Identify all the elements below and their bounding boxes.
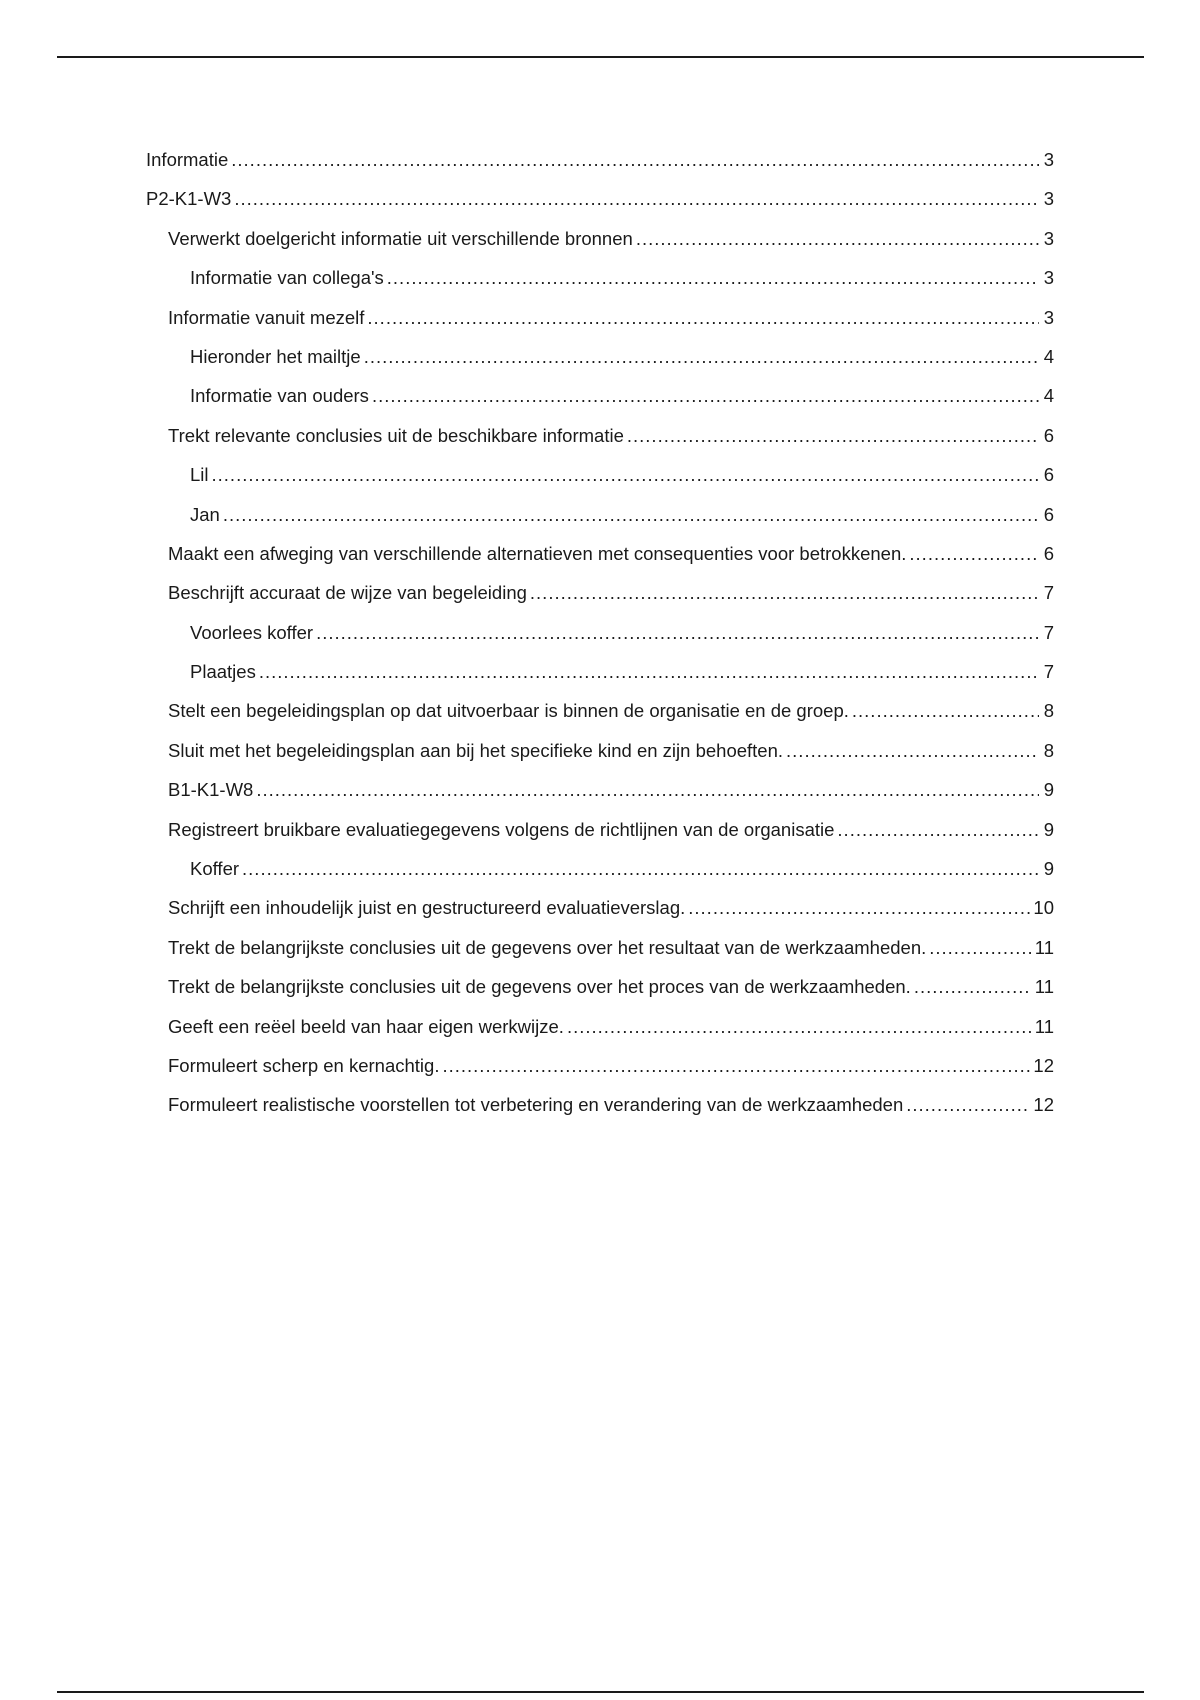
toc-entry-page-number: 3 xyxy=(1043,227,1054,249)
toc-entry[interactable] xyxy=(146,849,1054,888)
toc-dot-leader xyxy=(914,967,1032,1006)
toc-dot-leader xyxy=(636,219,1039,258)
toc-entry-page-number: 9 xyxy=(1043,818,1054,840)
toc-entry-page-number: 7 xyxy=(1043,661,1054,683)
toc-dot-leader xyxy=(234,179,1039,218)
toc-entry-title: Voorlees koffer xyxy=(190,621,314,643)
toc-dot-leader xyxy=(242,849,1039,888)
header-rule xyxy=(57,56,1144,58)
toc-entry[interactable] xyxy=(146,573,1054,612)
footer-rule xyxy=(57,1691,1144,1693)
toc-dot-leader xyxy=(929,928,1032,967)
toc-entry-page-number: 6 xyxy=(1043,542,1054,564)
toc-entry-title: Informatie xyxy=(146,149,229,170)
toc-entry-page-number: 7 xyxy=(1043,621,1054,643)
toc-entry-title: Plaatjes xyxy=(190,661,256,683)
toc-entry[interactable] xyxy=(146,298,1054,337)
toc-entry-page-number: 11 xyxy=(1034,1015,1054,1037)
toc-entry-page-number: 3 xyxy=(1043,149,1054,170)
toc-entry-title: Lil xyxy=(190,464,209,486)
toc-entry[interactable] xyxy=(146,613,1054,652)
toc-entry[interactable] xyxy=(146,337,1054,376)
toc-entry[interactable] xyxy=(146,810,1054,849)
toc-entry[interactable] xyxy=(146,140,1054,179)
toc-entry-title: Trekt de belangrijkste conclusies uit de gegevens over het proces van de werkzaamheden. xyxy=(168,976,911,998)
toc-dot-leader xyxy=(688,888,1030,927)
toc-dot-leader xyxy=(909,534,1039,573)
toc-dot-leader xyxy=(442,1046,1030,1085)
toc-dot-leader xyxy=(231,140,1039,179)
toc-entry-page-number: 11 xyxy=(1034,936,1054,958)
toc-entry-page-number: 8 xyxy=(1043,700,1054,722)
toc-entry-page-number: 8 xyxy=(1043,739,1054,761)
toc-entry[interactable] xyxy=(146,455,1054,494)
toc-entry[interactable] xyxy=(146,376,1054,415)
toc-entry-page-number: 6 xyxy=(1043,503,1054,525)
toc-entry-page-number: 3 xyxy=(1043,188,1054,210)
toc-entry-title: Koffer xyxy=(190,858,240,880)
toc-dot-leader xyxy=(387,258,1039,297)
toc-entry-page-number: 7 xyxy=(1043,582,1054,604)
toc-dot-leader xyxy=(567,1007,1032,1046)
toc-entry[interactable] xyxy=(146,731,1054,770)
toc-entry-title: Formuleert realistische voorstellen tot verbetering en verandering van de werkzaamheden xyxy=(168,1094,904,1116)
toc-entry-page-number: 6 xyxy=(1043,424,1054,446)
toc-entry[interactable] xyxy=(146,1085,1054,1124)
toc-entry-title: Schrijft een inhoudelijk juist en gestructureerd evaluatieverslag. xyxy=(168,897,686,919)
toc-dot-leader xyxy=(906,1085,1030,1124)
toc-dot-leader xyxy=(627,416,1039,455)
toc-entry-title: Beschrijft accuraat de wijze van begeleiding xyxy=(168,582,527,604)
toc-entry-title: Trekt de belangrijkste conclusies uit de gegevens over het resultaat van de werkzaamheden. xyxy=(168,936,927,958)
toc-dot-leader xyxy=(786,731,1039,770)
toc-entry-title: Informatie van ouders xyxy=(190,385,369,407)
toc-entry[interactable] xyxy=(146,1007,1054,1046)
toc-entry[interactable] xyxy=(146,888,1054,927)
toc-entry[interactable] xyxy=(146,691,1054,730)
toc-dot-leader xyxy=(316,613,1039,652)
toc-entry-title: Registreert bruikbare evaluatiegegevens volgens de richtlijnen van de organisatie xyxy=(168,818,835,840)
toc-entry[interactable] xyxy=(146,258,1054,297)
toc-entry[interactable] xyxy=(146,1046,1054,1085)
toc-entry-page-number: 9 xyxy=(1043,779,1054,801)
toc-dot-leader xyxy=(367,298,1039,337)
toc-dot-leader xyxy=(212,455,1039,494)
toc-entry-page-number: 3 xyxy=(1043,306,1054,328)
toc-entry[interactable] xyxy=(146,179,1054,218)
toc-entry-title: Informatie vanuit mezelf xyxy=(168,306,365,328)
toc-entry-page-number: 9 xyxy=(1043,858,1054,880)
toc-entry-page-number: 12 xyxy=(1033,1094,1054,1116)
toc-entry[interactable] xyxy=(146,652,1054,691)
toc-entry-page-number: 12 xyxy=(1033,1054,1054,1076)
toc-entry-title: Jan xyxy=(190,503,220,525)
toc-entry[interactable] xyxy=(146,534,1054,573)
toc-entry-title: Stelt een begeleidingsplan op dat uitvoerbaar is binnen de organisatie en de groep. xyxy=(168,700,849,722)
toc-entry-page-number: 6 xyxy=(1043,464,1054,486)
toc-entry-page-number: 10 xyxy=(1033,897,1054,919)
toc-dot-leader xyxy=(530,573,1039,612)
toc-dot-leader xyxy=(364,337,1039,376)
toc-entry[interactable] xyxy=(146,967,1054,1006)
toc-entry[interactable] xyxy=(146,219,1054,258)
toc-entry[interactable] xyxy=(146,416,1054,455)
toc-entry-page-number: 11 xyxy=(1034,976,1054,998)
toc-entry[interactable] xyxy=(146,928,1054,967)
toc-dot-leader xyxy=(223,495,1039,534)
toc-dot-leader xyxy=(852,691,1039,730)
toc-entry-page-number: 3 xyxy=(1043,267,1054,289)
toc-entry-title: Formuleert scherp en kernachtig. xyxy=(168,1054,440,1076)
toc-dot-leader xyxy=(837,810,1039,849)
toc-entry-title: Sluit met het begeleidingsplan aan bij het specifieke kind en zijn behoeften. xyxy=(168,739,784,761)
table-of-contents xyxy=(146,140,1054,1125)
toc-entry-title: Maakt een afweging van verschillende alternatieven met consequenties voor betrokkenen. xyxy=(168,542,907,564)
toc-entry-title: Verwerkt doelgericht informatie uit verschillende bronnen xyxy=(168,227,633,249)
toc-dot-leader xyxy=(372,376,1039,415)
toc-entry-title: Geeft een reëel beeld van haar eigen werkwijze. xyxy=(168,1015,564,1037)
toc-entry-title: P2-K1-W3 xyxy=(146,188,232,210)
toc-entry[interactable] xyxy=(146,770,1054,809)
toc-entry-page-number: 4 xyxy=(1043,385,1054,407)
toc-entry-title: B1-K1-W8 xyxy=(168,779,254,801)
toc-dot-leader xyxy=(259,652,1039,691)
toc-entry-title: Trekt relevante conclusies uit de beschikbare informatie xyxy=(168,424,624,446)
toc-entry[interactable] xyxy=(146,495,1054,534)
toc-entry-page-number: 4 xyxy=(1043,345,1054,367)
toc-entry-title: Hieronder het mailtje xyxy=(190,345,361,367)
toc-dot-leader xyxy=(256,770,1039,809)
toc-entry-title: Informatie van collega's xyxy=(190,267,384,289)
